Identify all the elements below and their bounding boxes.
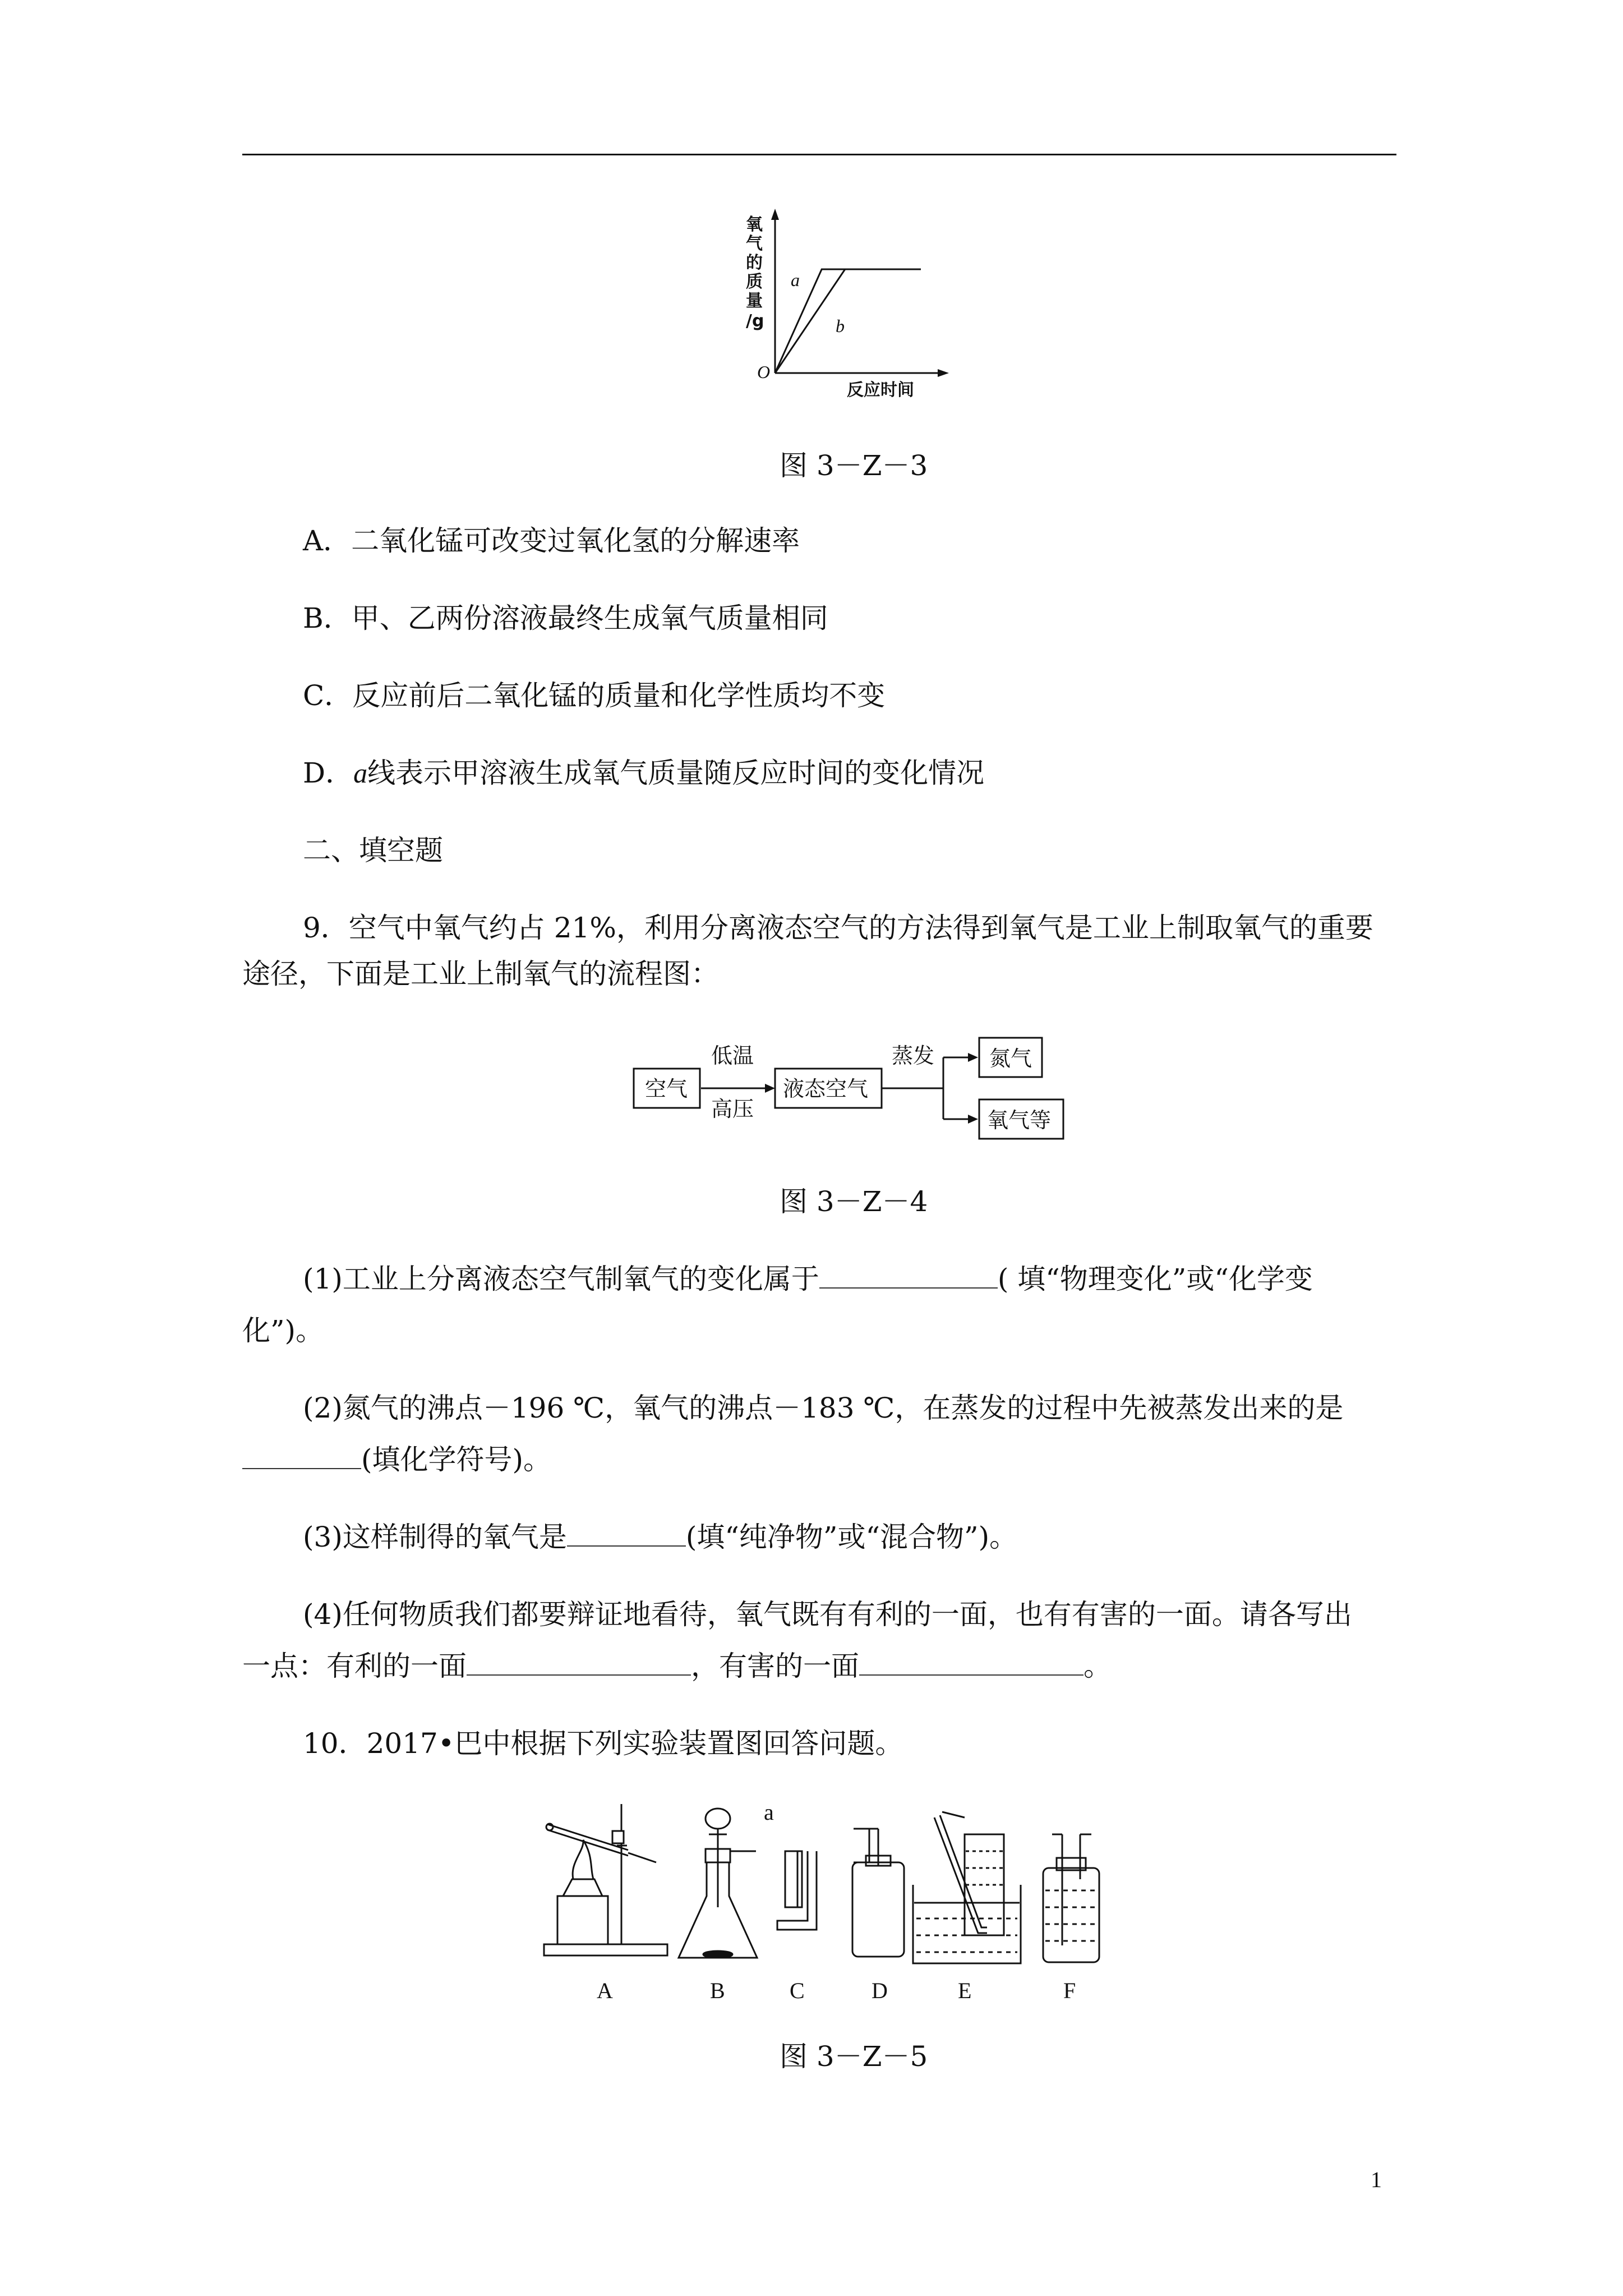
q9-part2-line2 bbox=[242, 1443, 551, 1476]
q9-part4-text-b: 一点：有利的一面 bbox=[242, 1650, 467, 1682]
y-label-char-3: 的 bbox=[746, 253, 763, 273]
apparatus-label-C: C bbox=[790, 1978, 805, 2003]
q9-part2-text-b: (填化学符号)。 bbox=[361, 1443, 552, 1476]
figure5-caption: 图 3－Z－5 bbox=[780, 2040, 928, 2073]
flow-branch-top-head bbox=[968, 1053, 978, 1062]
apparatus-f bbox=[1043, 1834, 1099, 1962]
apparatus-label-E: E bbox=[958, 1978, 972, 2003]
q9-line1: 9．空气中氧气约占 21%，利用分离液态空气的方法得到氧气是工业上制取氧气的重要 bbox=[303, 912, 1373, 944]
apparatus-label-D: D bbox=[872, 1978, 888, 2003]
apparatus-label-A: A bbox=[597, 1978, 613, 2003]
option-c: C．反应前后二氧化锰的质量和化学性质均不变 bbox=[303, 679, 886, 712]
figure-flow-diagram bbox=[628, 1032, 1066, 1150]
q9-part4-blank-benefit[interactable] bbox=[467, 1650, 691, 1676]
q9-part4-text-d: 。 bbox=[1083, 1650, 1112, 1682]
figure4-caption: 图 3－Z－4 bbox=[780, 1185, 928, 1218]
figure-oxygen-mass-chart bbox=[735, 208, 959, 398]
q9-part1-line2: 化”)。 bbox=[242, 1314, 324, 1347]
q9-part3-text-b: (填“纯净物”或“混合物”)。 bbox=[685, 1521, 1018, 1553]
flow-arrow1-bottom: 高压 bbox=[711, 1097, 754, 1121]
q9-part4-blank-harm[interactable] bbox=[859, 1650, 1083, 1676]
q10-title: 10．2017•巴中根据下列实验装置图回答问题。 bbox=[303, 1727, 903, 1760]
q9-part1-text-b: ( 填“物理变化”或“化学变 bbox=[997, 1263, 1313, 1295]
y-label-char-6: /g bbox=[746, 311, 764, 331]
y-axis-arrow bbox=[771, 209, 779, 220]
q9-part1-blank[interactable] bbox=[819, 1263, 998, 1289]
q9-part1-line1 bbox=[303, 1262, 1313, 1296]
q9-part2-line1: (2)氮气的沸点－196 ℃，氧气的沸点－183 ℃，在蒸发的过程中先被蒸发出来的是 bbox=[303, 1392, 1344, 1424]
flow-arrow1-head bbox=[765, 1084, 775, 1093]
y-label-char-1: 氧 bbox=[746, 215, 763, 234]
flow-box-nitrogen-label: 氮气 bbox=[989, 1046, 1032, 1071]
apparatus-b bbox=[679, 1809, 757, 1958]
option-d bbox=[303, 756, 984, 790]
origin-label: O bbox=[757, 362, 771, 382]
apparatus-a bbox=[544, 1804, 667, 1955]
q9-line2: 途径，下面是工业上制氧气的流程图： bbox=[242, 958, 719, 990]
apparatus-d bbox=[852, 1829, 904, 1957]
q9-part3 bbox=[303, 1520, 1017, 1554]
flow-branch-bottom-head bbox=[968, 1115, 978, 1124]
option-d-prefix: D． bbox=[303, 757, 354, 789]
figure-lab-apparatus bbox=[538, 1795, 1166, 2008]
lab-apparatus-svg bbox=[538, 1795, 1166, 2008]
q9-part4-text-c: ，有害的一面 bbox=[691, 1650, 859, 1682]
flow-arrow2-top: 蒸发 bbox=[892, 1043, 935, 1068]
q9-part2-blank[interactable] bbox=[242, 1443, 361, 1469]
y-label-char-5: 量 bbox=[746, 291, 763, 311]
option-d-italic: a bbox=[353, 757, 368, 789]
flow-box-oxygen-label: 氧气等 bbox=[987, 1108, 1052, 1133]
flow-arrow1-top: 低温 bbox=[711, 1043, 754, 1068]
oxygen-mass-chart-svg bbox=[735, 208, 959, 398]
page-number: 1 bbox=[1371, 2167, 1382, 2192]
q9-part4-line1: (4)任何物质我们都要辩证地看待，氧气既有有利的一面，也有有害的一面。请各写出 bbox=[303, 1598, 1352, 1631]
flow-box-liquid-air-label: 液态空气 bbox=[783, 1076, 869, 1101]
q9-part3-text-a: (3)这样制得的氧气是 bbox=[303, 1521, 567, 1553]
apparatus-e bbox=[913, 1812, 1021, 1963]
apparatus-label-B: B bbox=[710, 1978, 725, 2003]
x-axis-arrow bbox=[938, 369, 949, 377]
flow-box-air-label: 空气 bbox=[645, 1076, 688, 1101]
figure3-caption: 图 3－Z－3 bbox=[780, 449, 928, 482]
option-b: B．甲、乙两份溶液最终生成氧气质量相同 bbox=[303, 602, 828, 634]
apparatus-c bbox=[777, 1851, 817, 1930]
line-a-label: a bbox=[791, 270, 800, 290]
x-axis-label: 反应时间 bbox=[847, 380, 914, 398]
section2-title: 二、填空题 bbox=[303, 834, 443, 867]
y-label-char-2: 气 bbox=[746, 234, 763, 254]
option-a: A．二氧化锰可改变过氧化氢的分解速率 bbox=[303, 524, 800, 557]
line-b-label: b bbox=[836, 316, 845, 336]
q9-part4-line2 bbox=[242, 1649, 1112, 1683]
q9-part1-text-a: (1)工业上分离液态空气制氧气的变化属于 bbox=[303, 1263, 819, 1295]
header-rule bbox=[242, 154, 1396, 155]
apparatus-label-a-marker: a bbox=[764, 1800, 774, 1825]
apparatus-label-F: F bbox=[1063, 1978, 1076, 2003]
flow-diagram-svg bbox=[628, 1032, 1066, 1150]
y-label-char-4: 质 bbox=[746, 272, 763, 292]
q9-part3-blank[interactable] bbox=[567, 1521, 686, 1547]
option-d-rest: 线表示甲溶液生成氧气质量随反应时间的变化情况 bbox=[367, 757, 985, 789]
